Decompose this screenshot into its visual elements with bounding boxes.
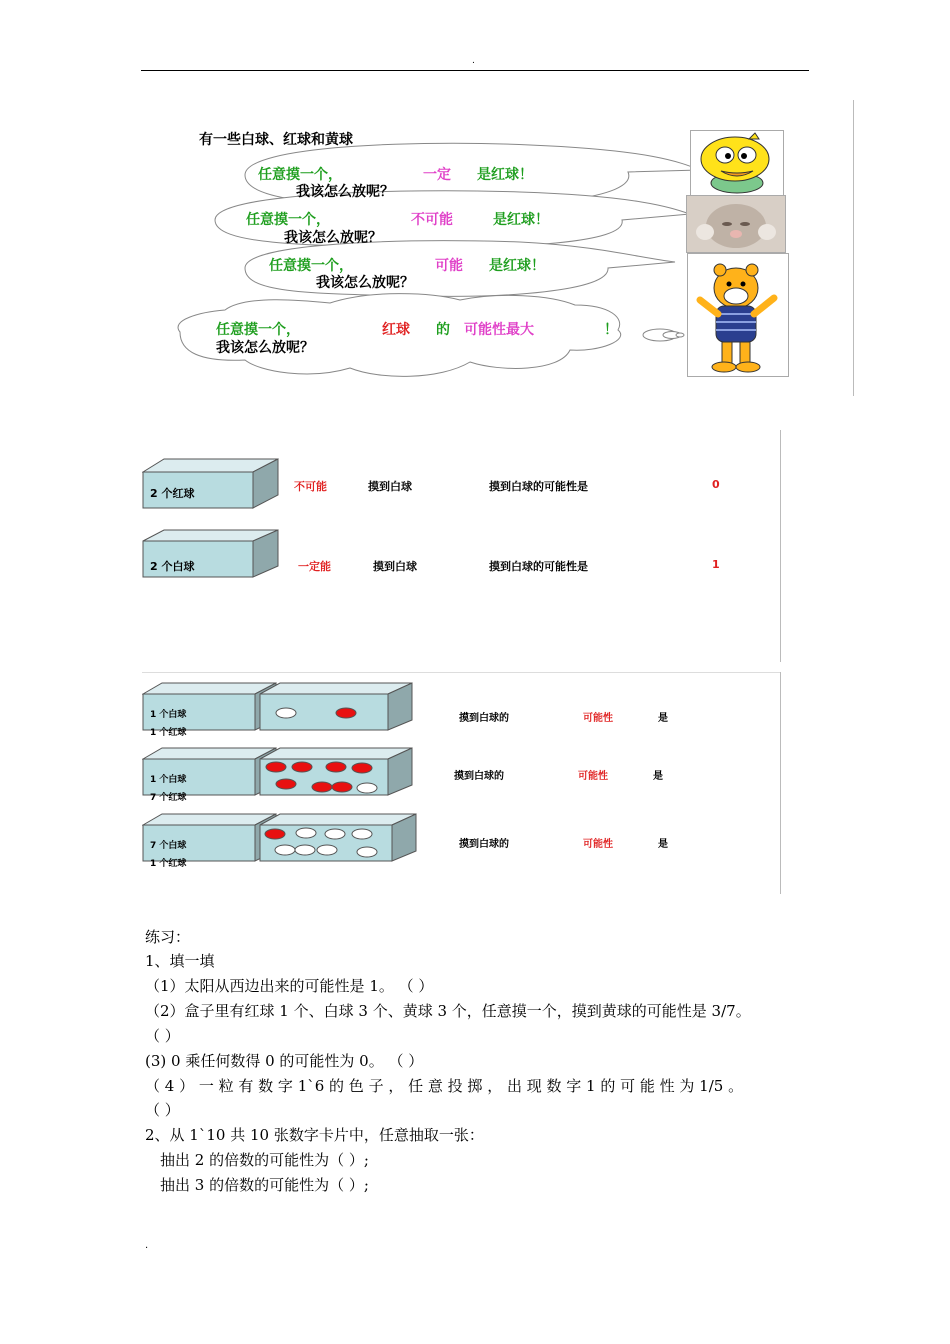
- red-ball: [276, 779, 296, 789]
- kitten-photo-image: [686, 195, 786, 253]
- bubble2-suffix: 是红球！: [493, 212, 549, 228]
- white-ball: [357, 783, 377, 793]
- bubble3-prefix: 任意摸一个，: [269, 258, 353, 274]
- exercise-line-3: （ ）: [145, 1027, 180, 1045]
- bubble2-word: 不可能: [411, 212, 453, 228]
- row2-white-count: 1 个白球: [150, 775, 187, 785]
- row3-white-count: 7 个白球: [150, 841, 187, 851]
- row2-value: 1: [712, 558, 720, 571]
- row2-red-count: 7 个红球: [150, 793, 187, 803]
- bubble2-question: 我该怎么放呢？: [284, 230, 382, 246]
- row1-white-count: 1 个白球: [150, 710, 187, 720]
- bubble1-suffix: 是红球！: [477, 167, 533, 183]
- box2-label: 2 个白球: [150, 560, 195, 573]
- bubble1-question: 我该怎么放呢？: [296, 184, 394, 200]
- red-ball: [265, 829, 285, 839]
- balls-section-top-border: [142, 672, 780, 673]
- bubble2-prefix: 任意摸一个，: [246, 212, 330, 228]
- header-mark: .: [472, 56, 475, 66]
- white-ball: [276, 708, 296, 718]
- row1-action: 摸到白球: [368, 480, 412, 493]
- exercise-line-6: （ ）: [145, 1101, 180, 1119]
- bubble4-question: 我该怎么放呢？: [216, 340, 314, 356]
- ball-row3-text: 摸到白球的: [459, 839, 509, 850]
- bubble3-question: 我该怎么放呢？: [316, 275, 414, 291]
- footer-mark: .: [145, 1240, 149, 1251]
- balls-section-border: [780, 672, 781, 894]
- ball-row1-text: 摸到白球的: [459, 713, 509, 724]
- ball-row2-word: 可能性: [578, 771, 608, 782]
- row1-modal: 不可能: [294, 480, 327, 493]
- red-ball: [326, 762, 346, 772]
- box-2-red: [142, 458, 280, 510]
- row1-statement: 摸到白球的可能性是: [489, 480, 588, 493]
- box1-label: 2 个红球: [150, 487, 195, 500]
- boxes-section-border: [780, 430, 781, 662]
- exercise-line-5: （ 4 ） 一 粒 有 数 字 1`6 的 色 子 ， 任 意 投 掷 ， 出 现 数 字 1 的 可 能 性 为 1/5 。: [145, 1077, 744, 1095]
- ball-row2-tail: 是: [653, 771, 663, 782]
- bubble4-mid: 的: [436, 322, 450, 338]
- ball-row1-word: 可能性: [583, 713, 613, 724]
- red-ball: [266, 762, 286, 772]
- duck-cartoon-image: [690, 130, 784, 196]
- row2-statement: 摸到白球的可能性是: [489, 560, 588, 573]
- exercise-line-2: （2）盒子里有红球 1 个、白球 3 个、黄球 3 个，任意摸一个，摸到黄球的可能性是 3/7。: [145, 1002, 751, 1020]
- white-ball: [295, 845, 315, 855]
- bubble4-suffix: ！: [604, 322, 618, 338]
- ball-row3-word: 可能性: [583, 839, 613, 850]
- red-ball: [312, 782, 332, 792]
- exercise-line-4: (3) 0 乘任何数得 0 的可能性为 0。 （ ）: [145, 1052, 424, 1070]
- section-title: 有一些白球、红球和黄球: [199, 132, 353, 148]
- white-ball: [352, 829, 372, 839]
- white-ball: [357, 847, 377, 857]
- bubble4-prefix: 任意摸一个，: [216, 322, 300, 338]
- row3-red-count: 1 个红球: [150, 859, 187, 869]
- ball-row1-tail: 是: [658, 713, 668, 724]
- white-ball: [317, 845, 337, 855]
- bubble1-prefix: 任意摸一个，: [258, 167, 342, 183]
- bubble3-suffix: 是红球！: [489, 258, 545, 274]
- white-ball: [325, 829, 345, 839]
- white-ball: [296, 828, 316, 838]
- red-ball: [292, 762, 312, 772]
- row2-action: 摸到白球: [373, 560, 417, 573]
- red-ball: [336, 708, 356, 718]
- exercise-part1-title: 1、填一填: [145, 952, 215, 970]
- exercise-line-1: （1）太阳从西边出来的可能性是 1。 （ ）: [145, 977, 434, 995]
- bubble4-word: 可能性最大: [464, 322, 534, 338]
- tiger-cartoon-image: [687, 253, 789, 377]
- exercise-part2-title: 2、从 1`10 共 10 张数字卡片中，任意抽取一张：: [145, 1126, 484, 1144]
- bubble4-red-word: 红球: [382, 322, 410, 338]
- ball-row3-tail: 是: [658, 839, 668, 850]
- row1-value: 0: [712, 478, 720, 491]
- red-ball: [352, 763, 372, 773]
- bubble3-word: 可能: [435, 258, 463, 274]
- exercise-heading: 练习：: [145, 928, 191, 946]
- row1-red-count: 1 个红球: [150, 728, 187, 738]
- row2-modal: 一定能: [298, 560, 331, 573]
- white-ball: [275, 845, 295, 855]
- ball-row2-text: 摸到白球的: [454, 771, 504, 782]
- red-ball: [332, 782, 352, 792]
- speech-bubbles: [0, 0, 950, 400]
- exercise-part2-line-1: 抽出 2 的倍数的可能性为（ ）;: [160, 1151, 369, 1169]
- bubble1-word: 一定: [423, 167, 451, 183]
- exercise-part2-line-2: 抽出 3 的倍数的可能性为（ ）;: [160, 1176, 369, 1194]
